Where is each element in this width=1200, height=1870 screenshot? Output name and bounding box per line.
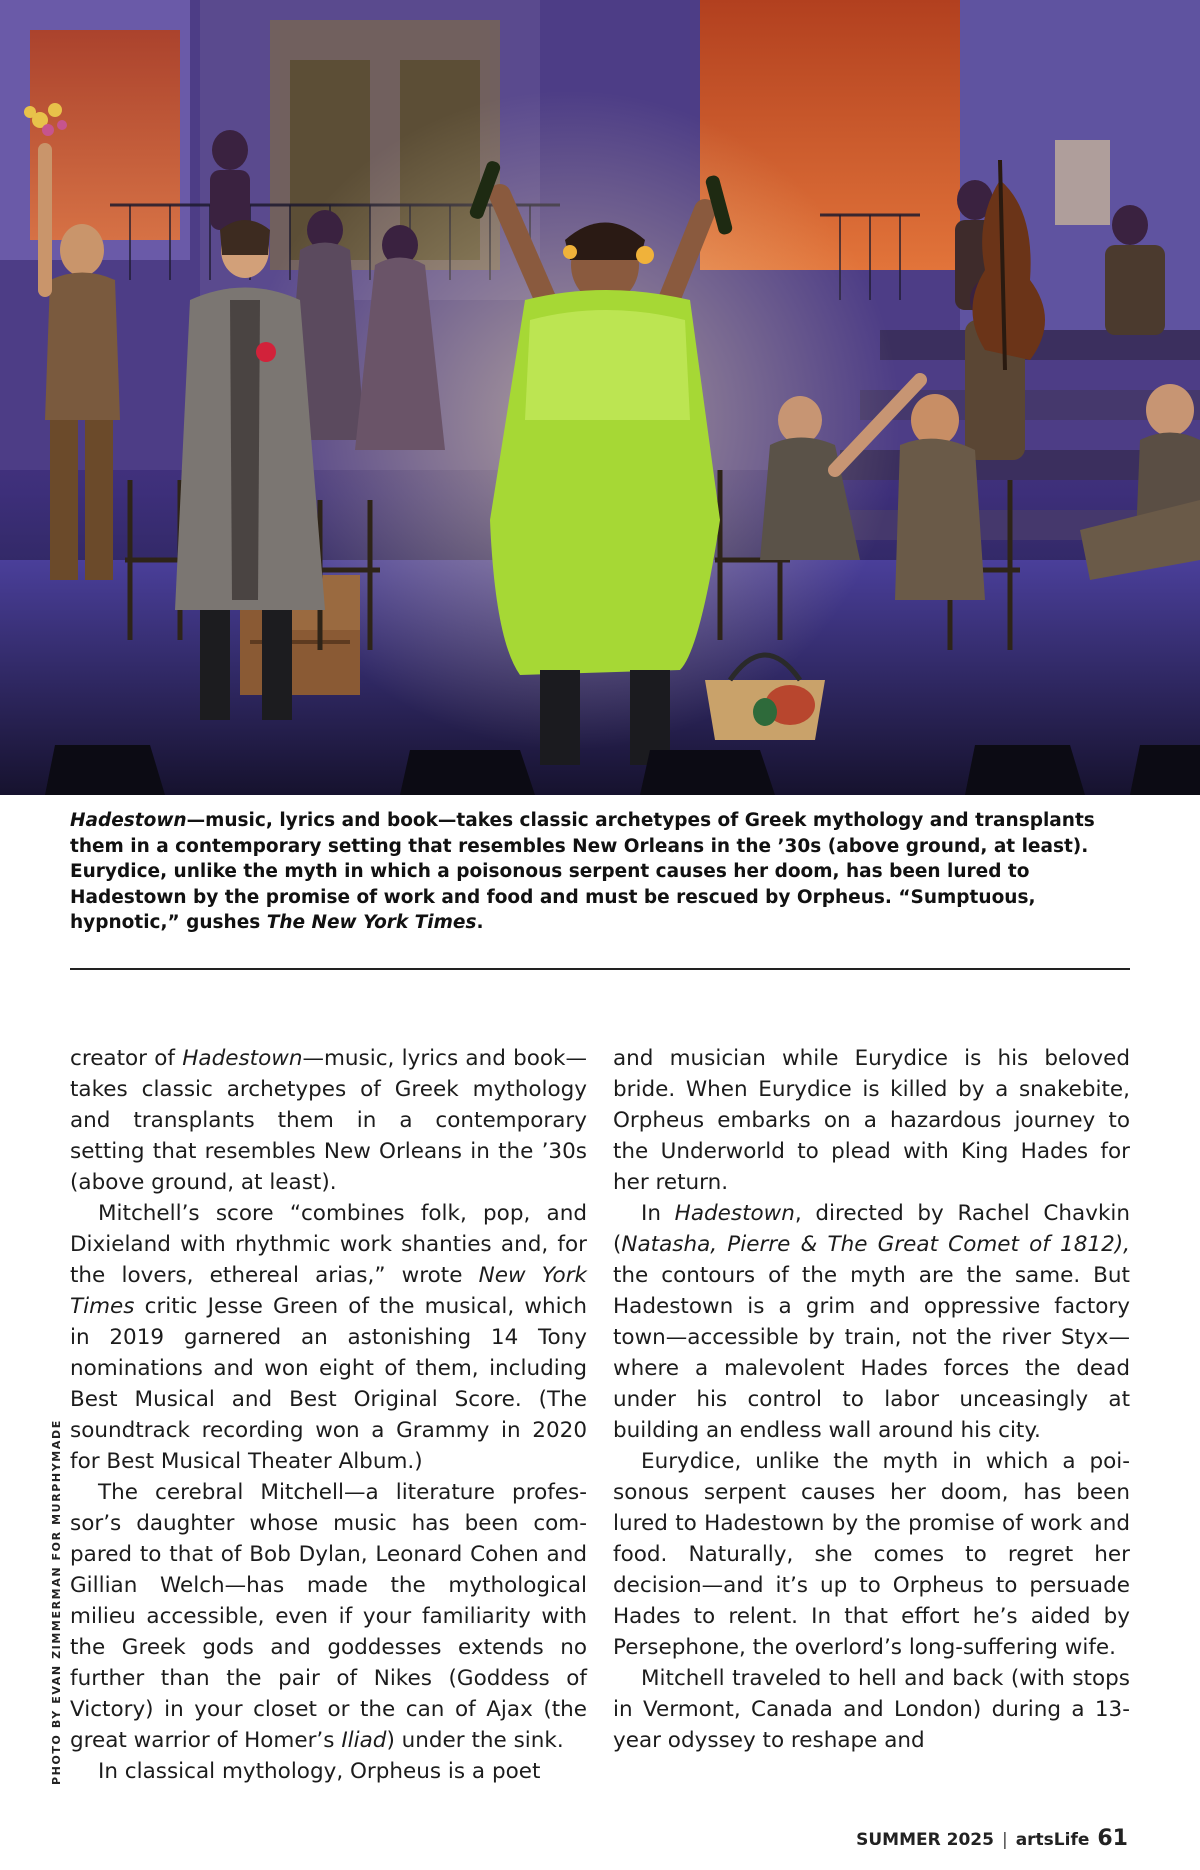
page-footer bbox=[856, 1826, 1128, 1851]
photo-credit: PHOTO BY EVAN ZIMMERMAN FOR MURPHYMADE bbox=[50, 1419, 63, 1785]
caption-end: . bbox=[476, 912, 484, 933]
text-run: critic Jesse Green of the musical, which in 2019 garnered an astonishing 14 Tony nominations and won eight of them, including Best Musical and Best Original Score. (The soundtrack recording won a Grammy in 2020 for Best Musical Theater Album.) bbox=[70, 1294, 587, 1474]
caption-divider bbox=[70, 968, 1130, 970]
caption-show-title: Hadestown bbox=[70, 810, 187, 831]
page-number: 61 bbox=[1097, 1826, 1128, 1851]
paragraph: In classical mythology, Orpheus is a poet bbox=[98, 1759, 541, 1784]
issue-label: SUMMER 2025 bbox=[856, 1830, 994, 1850]
text-run: The cerebral Mitchell—a literature professor’s daughter whose music has been compared to that of Bob Dylan, Leonard Cohen and Gillian Welch—has made the mythological milieu accessible, even if your familiarity with the Greek gods and goddesses extends no further than the pair of Nikes (Goddess of Victory) in your closet or the can of Ajax (the great warrior of Homer’s bbox=[70, 1480, 587, 1753]
paragraph bbox=[70, 1198, 587, 1477]
paragraph bbox=[70, 1477, 587, 1756]
caption-text: —music, lyrics and book—takes classic archetypes of Greek mythology and transplants them in a contemporary setting that resembles New Orleans in the ’30s (above ground, at least). Eurydice, unlike the myth in which a poisonous serpent causes her doom, has been lured to Hadestown by the promise of work and food and must be rescued by Orpheus. “Sumptuous, hypnotic,” gushes bbox=[70, 810, 1095, 933]
text-run: —music, lyrics and book—takes classic archetypes of Greek mythology and transplants them in a contemporary setting that resembles New Orleans in the ’30s (above ground, at least). bbox=[70, 1046, 588, 1195]
article-column-left bbox=[70, 1043, 587, 1787]
text-run: creator of bbox=[70, 1046, 183, 1071]
text-run: the contours of the myth are the same. But Hadestown is a grim and oppressive factory town—accessible by train, not the river Styx—where a malevolent Hades forces the dead under his control to labor unceasingly at building an endless wall around his city. bbox=[613, 1263, 1130, 1443]
work-title: Iliad bbox=[341, 1728, 387, 1753]
paragraph: Eurydice, unlike the myth in which a poisonous serpent causes her doom, has been lured to Hadestown by the promise of work and food. Naturally, she comes to regret her decision—and it’s up to Orpheus to persuade Hades to relent. In that effort he’s aided by Persephone, the overlord’s long-suffering wife. bbox=[613, 1449, 1130, 1660]
paragraph: Mitchell traveled to hell and back (with stops in Vermont, Canada and London) during a 13-year odyssey to reshape and bbox=[613, 1666, 1130, 1753]
work-title: Natasha, Pierre & The Great Comet of 1812), bbox=[621, 1232, 1130, 1257]
paragraph bbox=[70, 1043, 587, 1198]
stage-photo bbox=[0, 0, 1200, 795]
publication-title: New York Times bbox=[70, 1263, 587, 1319]
paragraph: and musician while Eurydice is his beloved bride. When Eurydice is killed by a snakebite, Orpheus embarks on a hazardous journey to the Underworld to plead with King Hades for her return. bbox=[613, 1046, 1130, 1195]
photo-caption bbox=[70, 808, 1130, 936]
caption-publication: The New York Times bbox=[266, 912, 477, 933]
magazine-name: artsLife bbox=[1015, 1830, 1090, 1850]
stage-scene-illustration bbox=[0, 0, 1200, 795]
show-title: Hadestown bbox=[182, 1046, 303, 1071]
text-run: , directed by Rachel Chavkin ( bbox=[613, 1201, 1130, 1257]
text-run: In bbox=[641, 1201, 675, 1226]
article-column-right bbox=[613, 1043, 1130, 1756]
text-run: ) under the sink. bbox=[386, 1728, 564, 1753]
paragraph bbox=[613, 1198, 1130, 1446]
show-title: Hadestown bbox=[674, 1201, 795, 1226]
text-run: Mitchell’s score “combines folk, pop, and Dixieland with rhythmic work shanties and, for the lovers, ethereal arias,” wrote bbox=[70, 1201, 587, 1288]
footer-separator: | bbox=[1001, 1830, 1008, 1850]
